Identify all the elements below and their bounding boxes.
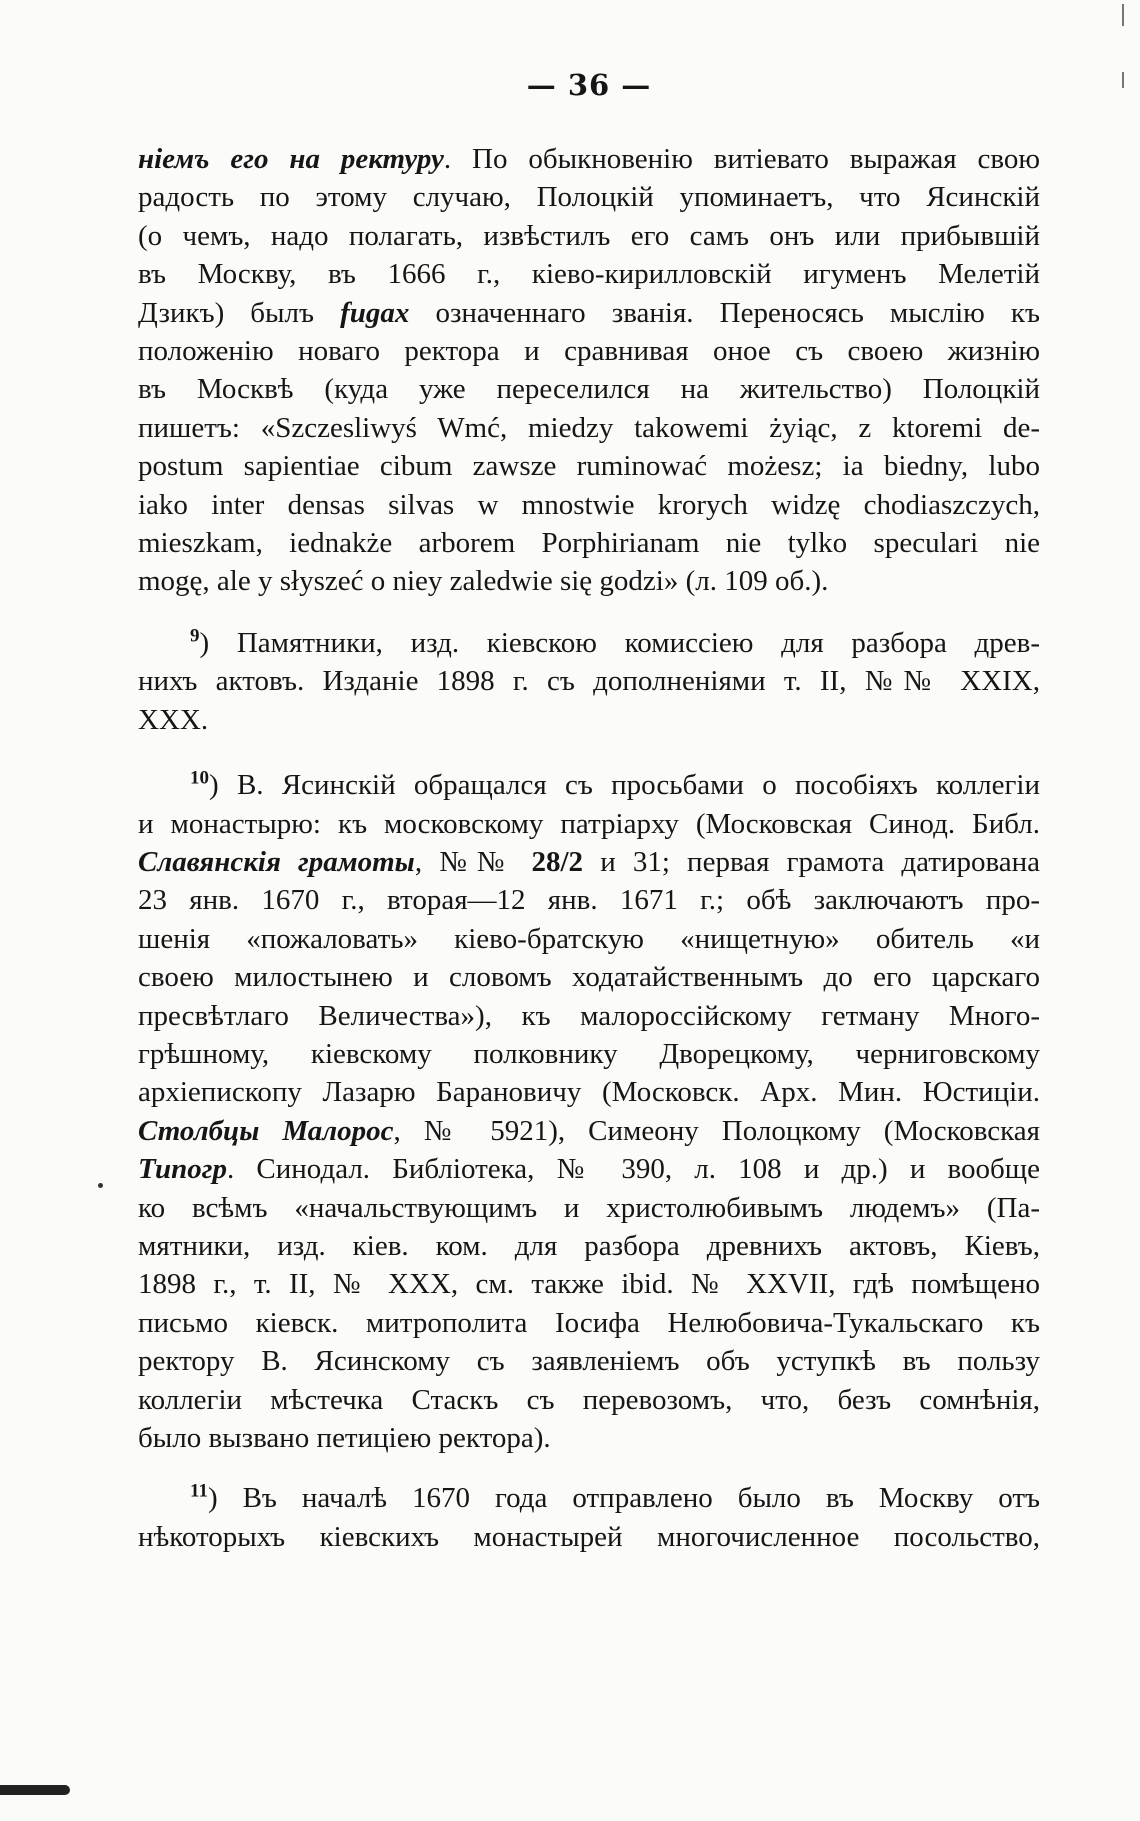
text-line: грѣшному, кiевскому полковнику Дворецкому, черниговскому: [138, 1037, 1040, 1070]
paragraph-continuation: [138, 140, 1040, 601]
text-line: положенiю новаго ректора и сравнивая оное съ своею жизнiю: [138, 335, 1040, 368]
scan-smudge: [0, 1785, 70, 1795]
text-line: нiемъ его на ректуру. По обыкновенiю витiевато выражая свою: [138, 143, 1040, 175]
text-line: своею милостынею и словомъ ходатайственнымъ до его царскаго: [138, 961, 1040, 994]
page-number: — 36 —: [526, 68, 652, 102]
text-line: коллегiи мѣстечка Стаскъ съ перевозомъ, что, безъ сомнѣнiя,: [138, 1383, 1040, 1416]
text-line: XXX.: [138, 703, 209, 736]
text-line: шенiя «пожаловать» кiево-братскую «нищетную» обитель «и: [138, 922, 1040, 955]
footnote-marker: 10: [190, 767, 209, 789]
margin-dot: [98, 1183, 103, 1188]
text-line: Столбцы Малорос, № 5921), Симеону Полоцкому (Московская: [138, 1114, 1040, 1147]
text-line: $^{11}$) Въ началѣ 1670 года отправлено было въ Москву отъ: [190, 1480, 1040, 1515]
text-line: $^9$) Памятники, изд. кiевскою комиссiею для разбора древ-: [190, 625, 1040, 659]
text-line: ко всѣмъ «начальствующимъ и христолюбивымъ людемъ» (Па-: [138, 1191, 1040, 1224]
footnote-10: [138, 766, 1040, 1457]
text-line: въ Москву, въ 1666 г., кiево-кирилловскiй игуменъ Мелетiй: [138, 258, 1040, 291]
text-line: (о чемъ, надо полагать, извѣстилъ его самъ онъ или прибывшiй: [138, 219, 1040, 252]
scan-edge-mark-mid: [1122, 72, 1124, 88]
text-line: пресвѣтлаго Величества»), къ малороссiйскому гетману Много-: [138, 999, 1040, 1032]
text-line: iako inter densas silvas w mnostwie krorych widzę chodiaszczych,: [138, 488, 1040, 521]
text-line: нѣкоторыхъ кiевскихъ монастырей многочисленное посольство,: [138, 1520, 1040, 1553]
scan-edge-mark-top: [1122, 4, 1124, 26]
paragraph-gap: [138, 739, 1040, 766]
text-line: Типогр. Синодал. Библiотека, № 390, л. 108 и др.) и вообще: [138, 1153, 1040, 1186]
text-line: мятники, изд. кiев. ком. для разбора древнихъ актовъ, Кiевъ,: [138, 1229, 1040, 1262]
footnote-9: [138, 624, 1040, 739]
footnote-marker: 9: [190, 625, 200, 647]
text-line: $^{10}$) В. Ясинскiй обращался съ просьбами о пособiяхъ коллегiи: [190, 767, 1040, 802]
text-line: пишетъ: «Szczesliwyś Wmć, miedzy takowemi żyiąc, z ktoremi de-: [138, 411, 1040, 444]
text-line: радость по этому случаю, Полоцкiй упоминаетъ, что Ясинскiй: [138, 181, 1040, 214]
text-line: Славянскiя грамоты, №№ 28/2 и 31; первая грамота датирована: [138, 845, 1041, 878]
page-text: [138, 140, 1040, 1556]
text-line: mogę, ale y słyszeć o niey zaledwie się godzi» (л. 109 об.).: [138, 565, 829, 598]
text-line: 1898 г., т. II, № XXX, см. также ibid. № XXVII, гдѣ помѣщено: [138, 1268, 1040, 1301]
text-line: и монастырю: къ московскому патрiарху (Московская Синод. Библ.: [138, 807, 1040, 840]
footnote-marker: 11: [190, 1480, 208, 1502]
text-line: нихъ актовъ. Изданiе 1898 г. съ дополненiями т. II, №№ XXIX,: [138, 665, 1040, 698]
paragraph-gap: [138, 1457, 1040, 1479]
text-line: письмо кiевск. митрополита Iосифа Нелюбовича-Тукальскаго къ: [138, 1306, 1040, 1339]
text-line: Дзикъ) былъ fugax означеннаго званiя. Переносясь мыслiю къ: [138, 296, 1040, 329]
footnote-11: [138, 1479, 1040, 1556]
text-line: postum sapientiae cibum zawsze ruminować możesz; ia biedny, lubo: [138, 450, 1040, 483]
text-line: mieszkam, iednakże arborem Porphirianam nie tylko speculari nie: [138, 527, 1040, 560]
text-line: 23 янв. 1670 г., вторая—12 янв. 1671 г.; обѣ заключаютъ про-: [138, 884, 1040, 917]
text-line: ректору В. Ясинскому съ заявленiемъ объ уступкѣ въ пользу: [138, 1345, 1040, 1378]
text-line: было вызвано петицiею ректора).: [138, 1422, 551, 1454]
text-line: въ Москвѣ (куда уже переселился на жительство) Полоцкiй: [138, 373, 1040, 406]
paragraph-gap: [138, 601, 1040, 624]
text-line: архiепископу Лазарю Барановичу (Московск. Арх. Мин. Юстицiи.: [138, 1076, 1040, 1109]
